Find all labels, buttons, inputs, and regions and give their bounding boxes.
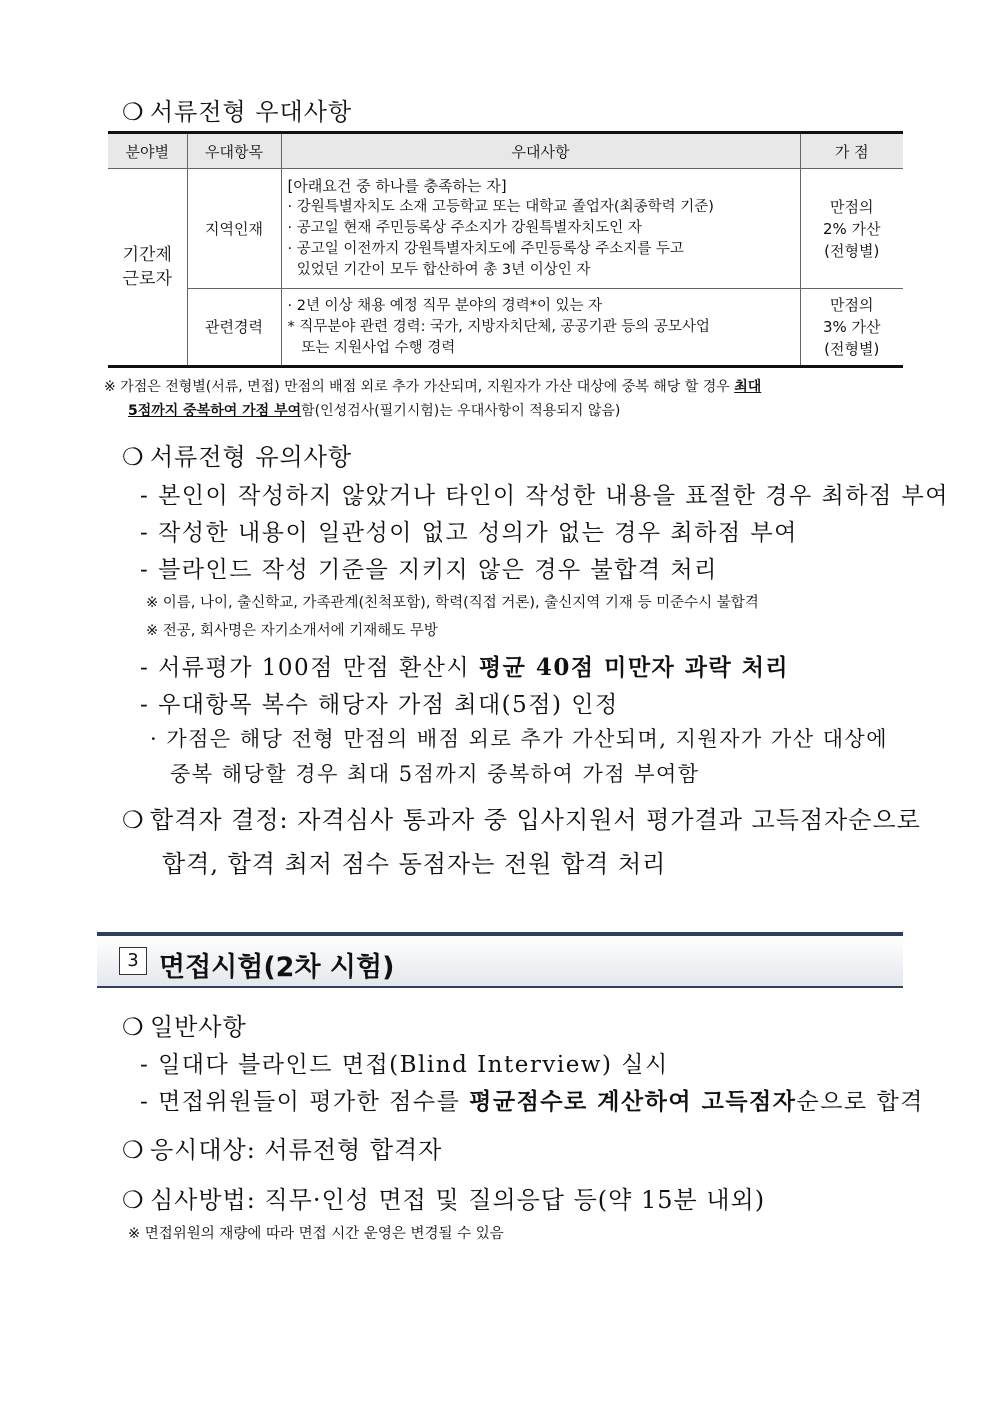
preference-table [108,131,903,368]
list-item: - 블라인드 작성 기준을 지키지 않은 경우 불합격 처리 [140,557,718,583]
column-header: 우대항목 [187,133,281,169]
list-item: - 일대다 블라인드 면접(Blind Interview) 실시 [140,1052,669,1078]
circle-bullet-icon: ❍ [122,1186,145,1214]
list-subitem: · 가점은 해당 전형 만점의 배점 외로 추가 가산되며, 지원자가 가산 대상에 [150,727,889,751]
preference-detail-cell: [아래요건 중 하나를 충족하는 자] · 강원특별자치도 소재 고등학교 또는 대학교 졸업자(최종학력 기준) · 공고일 현재 주민등록상 주소지가 강원특별자치도인 자 · 공고일 이전까지 강원특별자치도에 주민등록상 주소지를 두고 있었던 기간이 모두 합산하여 총 3년 이상인 자 [281,169,800,289]
group-cell: 기간제 근로자 [108,169,187,367]
column-header: 가 점 [800,133,903,169]
section-title: 면접시험(2차 시험) [159,952,395,983]
circle-bullet-icon: ❍ [122,806,145,834]
blind-note: ※ 이름, 나이, 출신학교, 가족관계(친척포함), 학력(직접 거론), 출신지역 기재 등 미준수시 불합격 [146,595,759,611]
list-item: - 작성한 내용이 일관성이 없고 성의가 없는 경우 최하점 부여 [140,520,798,546]
list-item: - 우대항목 복수 해당자 가점 최대(5점) 인정 [140,692,619,718]
section-heading-cautions: ❍ 서류전형 유의사항 [122,443,353,471]
list-item: - 면접위원들이 평가한 점수를 평균점수로 계산하여 고득점자순으로 합격 [140,1088,924,1115]
item-cell: 지역인재 [187,169,281,289]
list-item: - 서류평가 100점 만점 환산시 평균 40점 미만자 과락 처리 [140,654,790,681]
section-heading-preference: ❍ 서류전형 우대사항 [122,98,353,126]
item-cell: 관련경력 [187,289,281,367]
table-row [108,289,903,367]
preference-detail-cell: · 2년 이상 채용 예정 직무 분야의 경력*이 있는 자 * 직무분야 관련 경력: 국가, 지방자치단체, 공공기관 등의 공모사업 또는 지원사업 수행 경력 [281,289,800,367]
section-heading-general: ❍ 일반사항 [122,1013,247,1041]
list-item: - 본인이 작성하지 않았거나 타인이 작성한 내용을 표절한 경우 최하점 부여 [140,483,949,509]
table-row [108,169,903,289]
section-heading-method: ❍ 심사방법: 직무·인성 면접 및 질의응답 등(약 15분 내외) [122,1186,766,1214]
column-header: 분야별 [108,133,187,169]
interview-time-note: ※ 면접위원의 재량에 따라 면접 시간 운영은 변경될 수 있음 [128,1226,504,1242]
circle-bullet-icon: ❍ [122,1136,145,1164]
circle-bullet-icon: ❍ [122,98,145,126]
score-cell: 만점의 2% 가산 (전형별) [800,169,903,289]
blind-note: ※ 전공, 회사명은 자기소개서에 기재해도 무방 [146,623,438,639]
list-subitem: 중복 해당할 경우 최대 5점까지 중복하여 가점 부여함 [170,762,700,786]
circle-bullet-icon: ❍ [122,443,145,471]
section-heading-pass-decision: ❍ 합격자 결정: 자격심사 통과자 중 입사지원서 평가결과 고득점자순으로 [122,806,921,834]
section-banner [97,932,903,988]
bonus-note: ※ 가점은 전형별(서류, 면접) 만점의 배점 외로 추가 가산되며, 지원자가 가산 대상에 중복 해당 할 경우 최대 [104,379,762,395]
column-header: 우대사항 [281,133,800,169]
section-number-box: 3 [119,947,147,975]
bonus-note-continued: 5점까지 중복하여 가점 부여함(인성검사(필기시험)는 우대사항이 적용되지 않음) [128,403,621,419]
pass-decision-continued: 합격, 합격 최저 점수 동점자는 전원 합격 처리 [162,850,667,878]
section-heading-eligibility: ❍ 응시대상: 서류전형 합격자 [122,1136,443,1164]
score-cell: 만점의 3% 가산 (전형별) [800,289,903,367]
circle-bullet-icon: ❍ [122,1013,145,1041]
table-header-row [108,133,903,169]
